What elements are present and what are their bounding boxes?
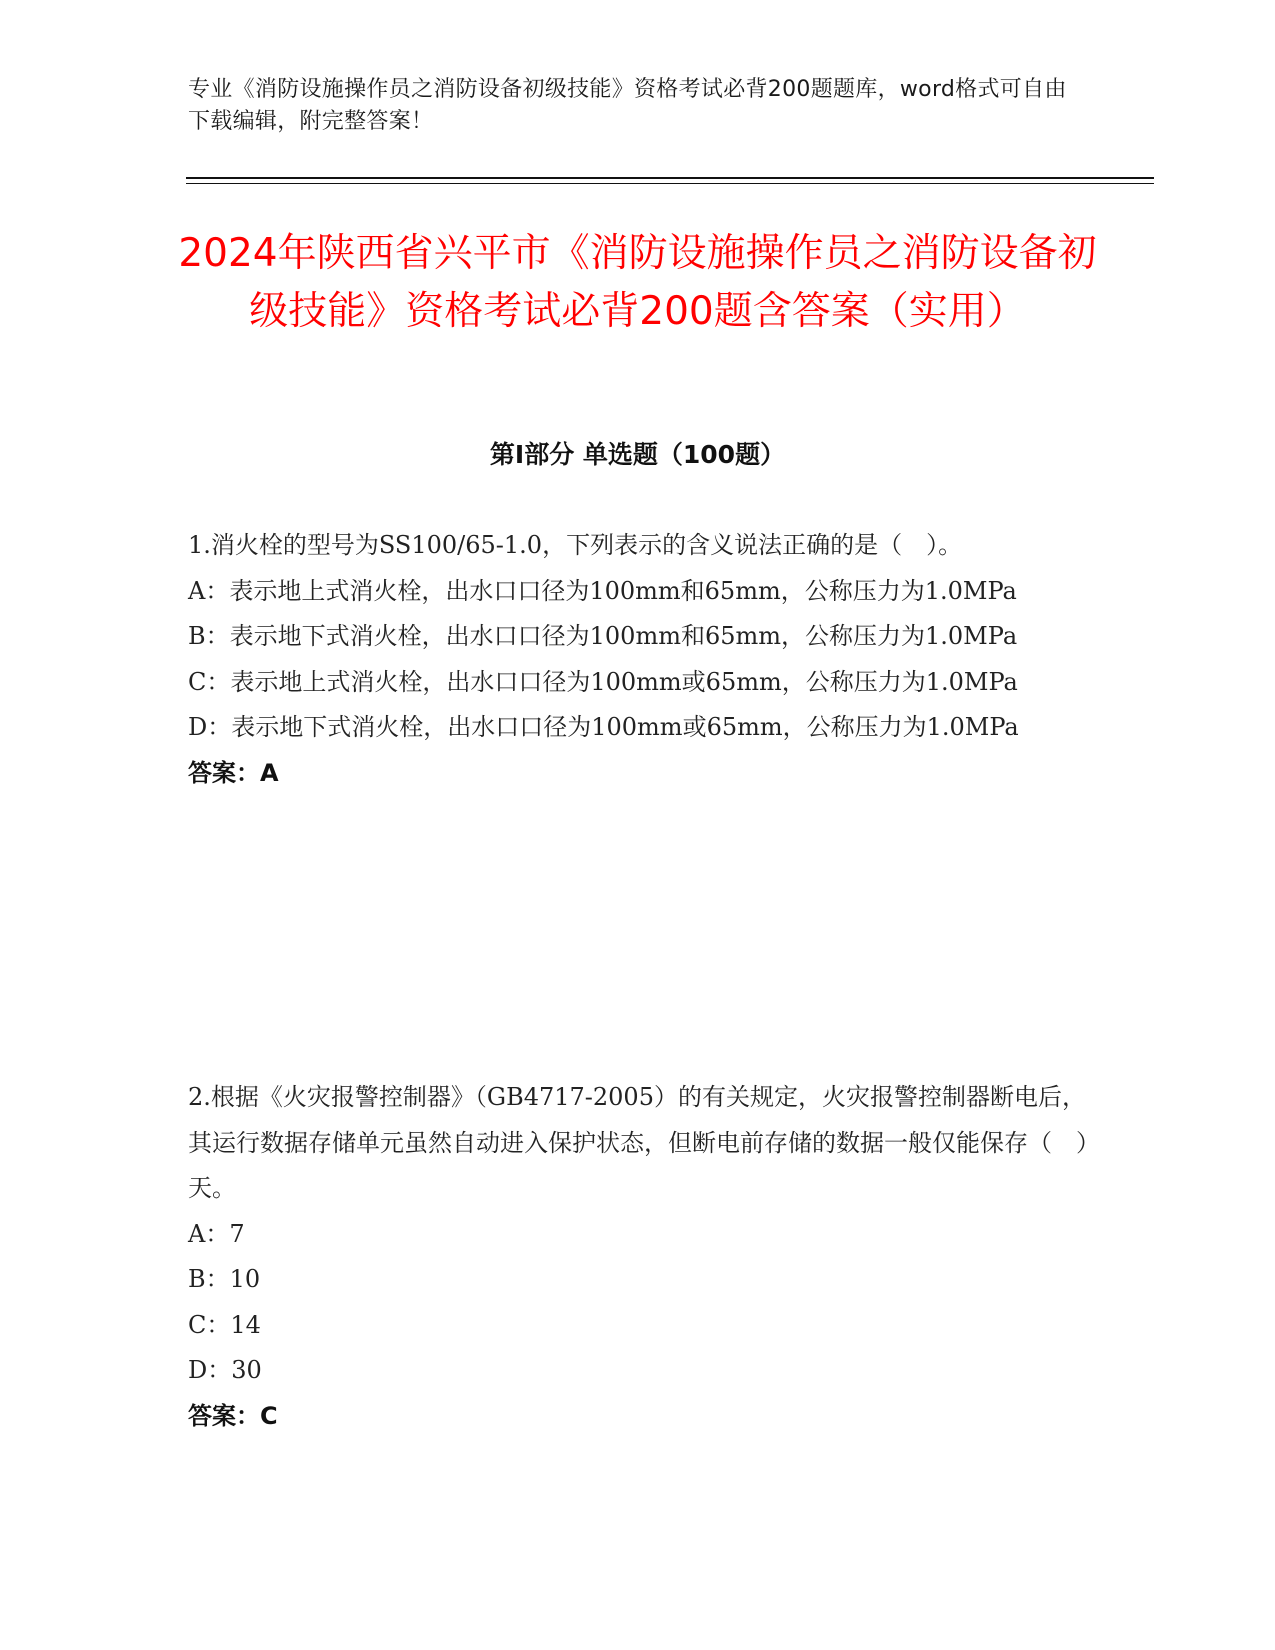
question-stem: 2.根据《火灾报警控制器》（GB4717-2005）的有关规定，火灾报警控制器断电后，其运行数据存储单元虽然自动进入保护状态，但断电前存储的数据一般仅能保存（ ）天。 <box>188 1083 1088 1202</box>
answer: 答案：A <box>188 758 279 787</box>
option-b: B：表示地下式消火栓，出水口口径为100mm和65mm，公称压力为1.0MPa <box>188 622 1018 650</box>
header-note: 专业《消防设施操作员之消防设备初级技能》资格考试必背200题题库，word格式可自由下载编辑，附完整答案！ <box>188 77 1067 134</box>
option-d: D：30 <box>188 1356 262 1384</box>
question-stem: 1.消火栓的型号为SS100/65-1.0，下列表示的含义说法正确的是（ ）。 <box>188 531 963 559</box>
option-c: C：14 <box>188 1310 261 1339</box>
section-heading: 第I部分 单选题（100题） <box>489 440 786 469</box>
header-divider-thick <box>186 177 1154 179</box>
document-title: 2024年陕西省兴平市《消防设施操作员之消防设备初级技能》资格考试必背200题含答案（实用） <box>178 231 1097 334</box>
answer: 答案：C <box>188 1401 278 1430</box>
option-a: A：7 <box>188 1219 245 1248</box>
option-c: C：表示地上式消火栓，出水口口径为100mm或65mm，公称压力为1.0MPa <box>188 667 1018 696</box>
header-divider-thin <box>186 183 1154 184</box>
option-b: B：10 <box>188 1265 261 1293</box>
question-1 <box>188 523 1088 796</box>
question-2 <box>188 1075 1088 1439</box>
option-a: A：表示地上式消火栓，出水口口径为100mm和65mm，公称压力为1.0MPa <box>188 576 1017 605</box>
option-d: D：表示地下式消火栓，出水口口径为100mm或65mm，公称压力为1.0MPa <box>188 713 1019 741</box>
